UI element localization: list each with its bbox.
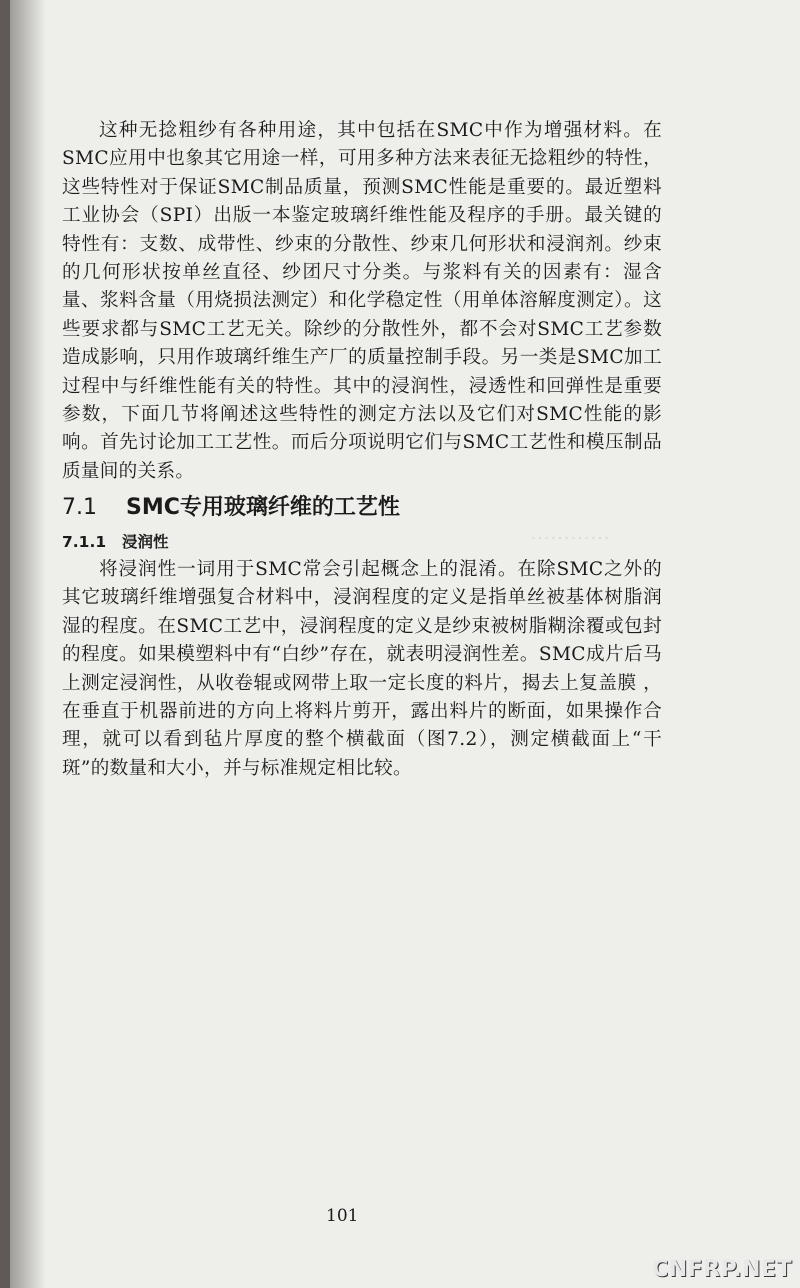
subsection-number: 7.1.1 xyxy=(62,533,107,551)
section-number: 7.1 xyxy=(62,495,97,520)
paragraph-2: 将浸润性一词用于SMC常会引起概念上的混淆。在除SMC之外的其它玻璃纤维增强复合材料中，浸润程度的定义是指单丝被基体树脂润湿的程度。在SMC工艺中，浸润程度的定义是纱束被树脂糊涂覆或包封的程度。如果模塑料中有“白纱”存在，就表明浸润性差。SMC成片后马上测定浸润性，从收卷辊或网带上取一定长度的料片，揭去上复盖膜 ，在垂直于机器前进的方向上将料片剪开，露出料片的断面，如果操作合理，就可以看到毡片厚度的整个横截面（图7.2），测定横截面上“干斑”的数量和大小，并与标准规定相比较。 xyxy=(62,559,662,779)
paragraph-1: 这种无捻粗纱有各种用途，其中包括在SMC中作为增强材料。在SMC应用中也象其它用途一样，可用多种方法来表征无捻粗纱的特性，这些特性对于保证SMC制品质量，预测SMC性能是重要的。最近塑料工业协会（SPI）出版一本鉴定玻璃纤维性能及程序的手册。最关键的特性有：支数、成带性、纱束的分散性、纱束几何形状和浸润剂。纱束的几何形状按单丝直径、纱团尺寸分类。与浆料有关的因素有：湿含量、浆料含量（用烧损法测定）和化学稳定性（用单体溶解度测定）。这些要求都与SMC工艺无关。除纱的分散性外，都不会对SMC工艺参数造成影响，只用作玻璃纤维生产厂的质量控制手段。另一类是SMC加工过程中与纤维性能有关的特性。其中的浸润性，浸透性和回弹性是重要参数，下面几节将阐述这些特性的测定方法以及它们对SMC性能的影响。首先讨论加工工艺性。而后分项说明它们与SMC工艺性和模压制品质量间的关系。 xyxy=(62,120,662,482)
subsection-title: 浸润性 xyxy=(122,533,169,551)
section-title: SMC专用玻璃纤维的工艺性 xyxy=(126,495,400,520)
section-heading xyxy=(62,490,400,521)
site-watermark: CNFRP.NET xyxy=(652,1257,792,1282)
book-page xyxy=(10,0,800,1288)
page-number: 101 xyxy=(326,1206,359,1226)
subsection-heading xyxy=(62,530,169,552)
bleed-through-text: ………… xyxy=(530,520,610,544)
paragraph-2-block xyxy=(62,556,662,783)
paragraph-1-block xyxy=(62,117,662,486)
